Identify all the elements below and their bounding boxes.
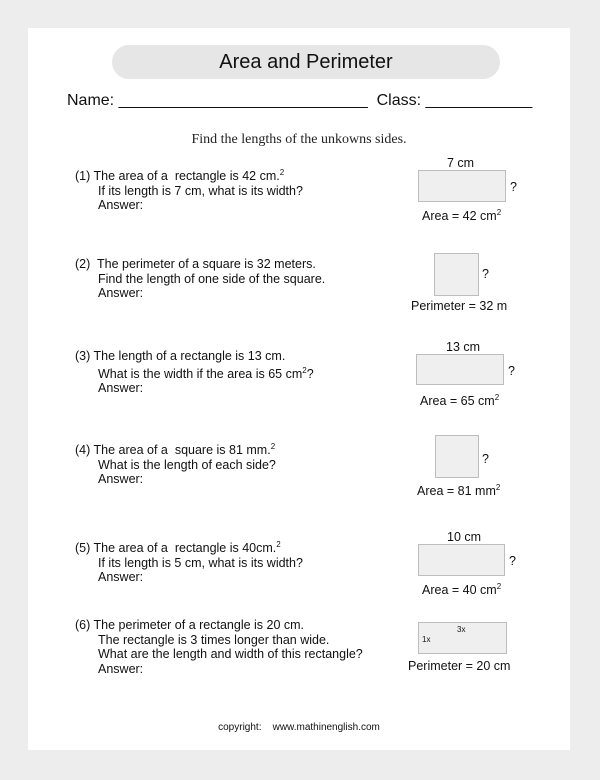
figure-1-rectangle (418, 170, 506, 202)
question-4-sup: 2 (270, 442, 276, 451)
figure-6-bottom-label: Perimeter = 20 cm (408, 659, 511, 673)
question-5-line2: If its length is 5 cm, what is its width? (98, 555, 303, 570)
figure-5-top-label: 10 cm (447, 530, 482, 544)
figure-6-length-label: 3x (457, 625, 466, 634)
question-2-line1: (2) The perimeter of a square is 32 meters. (75, 257, 316, 271)
copyright-footer: copyright: www.mathinenglish.com (218, 722, 380, 733)
figure-2-square (434, 253, 479, 296)
class-label: Class: (376, 92, 422, 109)
worksheet-title: Area and Perimeter (112, 45, 500, 79)
figure-3-bottom-label: Area = 65 $cm^2$ (420, 393, 500, 409)
question-1-sup: 2 (279, 168, 285, 177)
question-6-line3: What are the length and width of this rectangle? (98, 647, 363, 661)
question-6-line1: (6) The perimeter of a rectangle is 20 cm. (75, 618, 305, 632)
figure-3-rectangle (416, 354, 504, 385)
question-4-line2: What is the length of each side? (98, 457, 276, 472)
question-6 (75, 618, 363, 676)
figure-1-side-label: ? (510, 180, 517, 194)
question-1-answer: Answer: (98, 198, 144, 213)
figure-5-side-label: ? (509, 554, 516, 568)
question-4 (75, 440, 276, 487)
figure-1-bottom-label: Area = 42 $cm^2$ (422, 208, 502, 224)
figure-3-top-label: 13 cm (446, 340, 481, 354)
question-3 (75, 349, 314, 396)
figure-5-rectangle (418, 544, 505, 576)
figure-1-top-label: 7 cm (447, 156, 475, 170)
question-2 (75, 257, 325, 301)
question-6-answer: Answer: (98, 661, 144, 676)
question-5-answer: Answer: (98, 570, 144, 585)
name-class-line (67, 92, 532, 110)
figure-5-bottom-label: Area = 40 $cm^2$ (422, 582, 502, 598)
question-3-answer: Answer: (98, 381, 144, 396)
name-blank: ____________________________ (118, 92, 368, 109)
figure-2-side-label: ? (482, 267, 489, 281)
question-1-line1: (1) The area of a rectangle is 42 cm. (75, 169, 280, 184)
instruction-text: Find the lengths of the unkowns sides. (191, 132, 407, 147)
question-2-line2: Find the length of one side of the square. (98, 271, 326, 286)
question-1-line2: If its length is 7 cm, what is its width? (98, 183, 303, 198)
question-4-line1: (4) The area of a square is 81 mm. (75, 443, 271, 458)
question-3-line1: (3) The length of a rectangle is 13 cm. (75, 349, 286, 363)
question-2-answer: Answer: (98, 286, 144, 300)
question-5 (75, 538, 303, 585)
worksheet-page (28, 28, 570, 750)
name-label: Name: (67, 92, 115, 109)
question-3-line2: What is the width if the area is 65 $cm^2$? (98, 365, 314, 381)
question-5-sup: 2 (276, 540, 281, 549)
question-1 (75, 166, 303, 213)
class-blank: ____________ (425, 92, 533, 109)
figure-4-side-label: ? (482, 452, 489, 466)
figure-4-bottom-label: Area = 81 $mm^2$ (417, 483, 501, 499)
figure-3-side-label: ? (508, 364, 515, 378)
question-6-line2: The rectangle is 3 times longer than wide. (98, 632, 330, 647)
figure-6-width-label: 1x (422, 635, 431, 644)
figure-2-bottom-label: Perimeter = 32 m (411, 299, 508, 313)
question-4-answer: Answer: (98, 472, 144, 487)
question-5-line1: (5) The area of a rectangle is 40cm. (75, 541, 277, 556)
figure-4-square (435, 435, 479, 478)
